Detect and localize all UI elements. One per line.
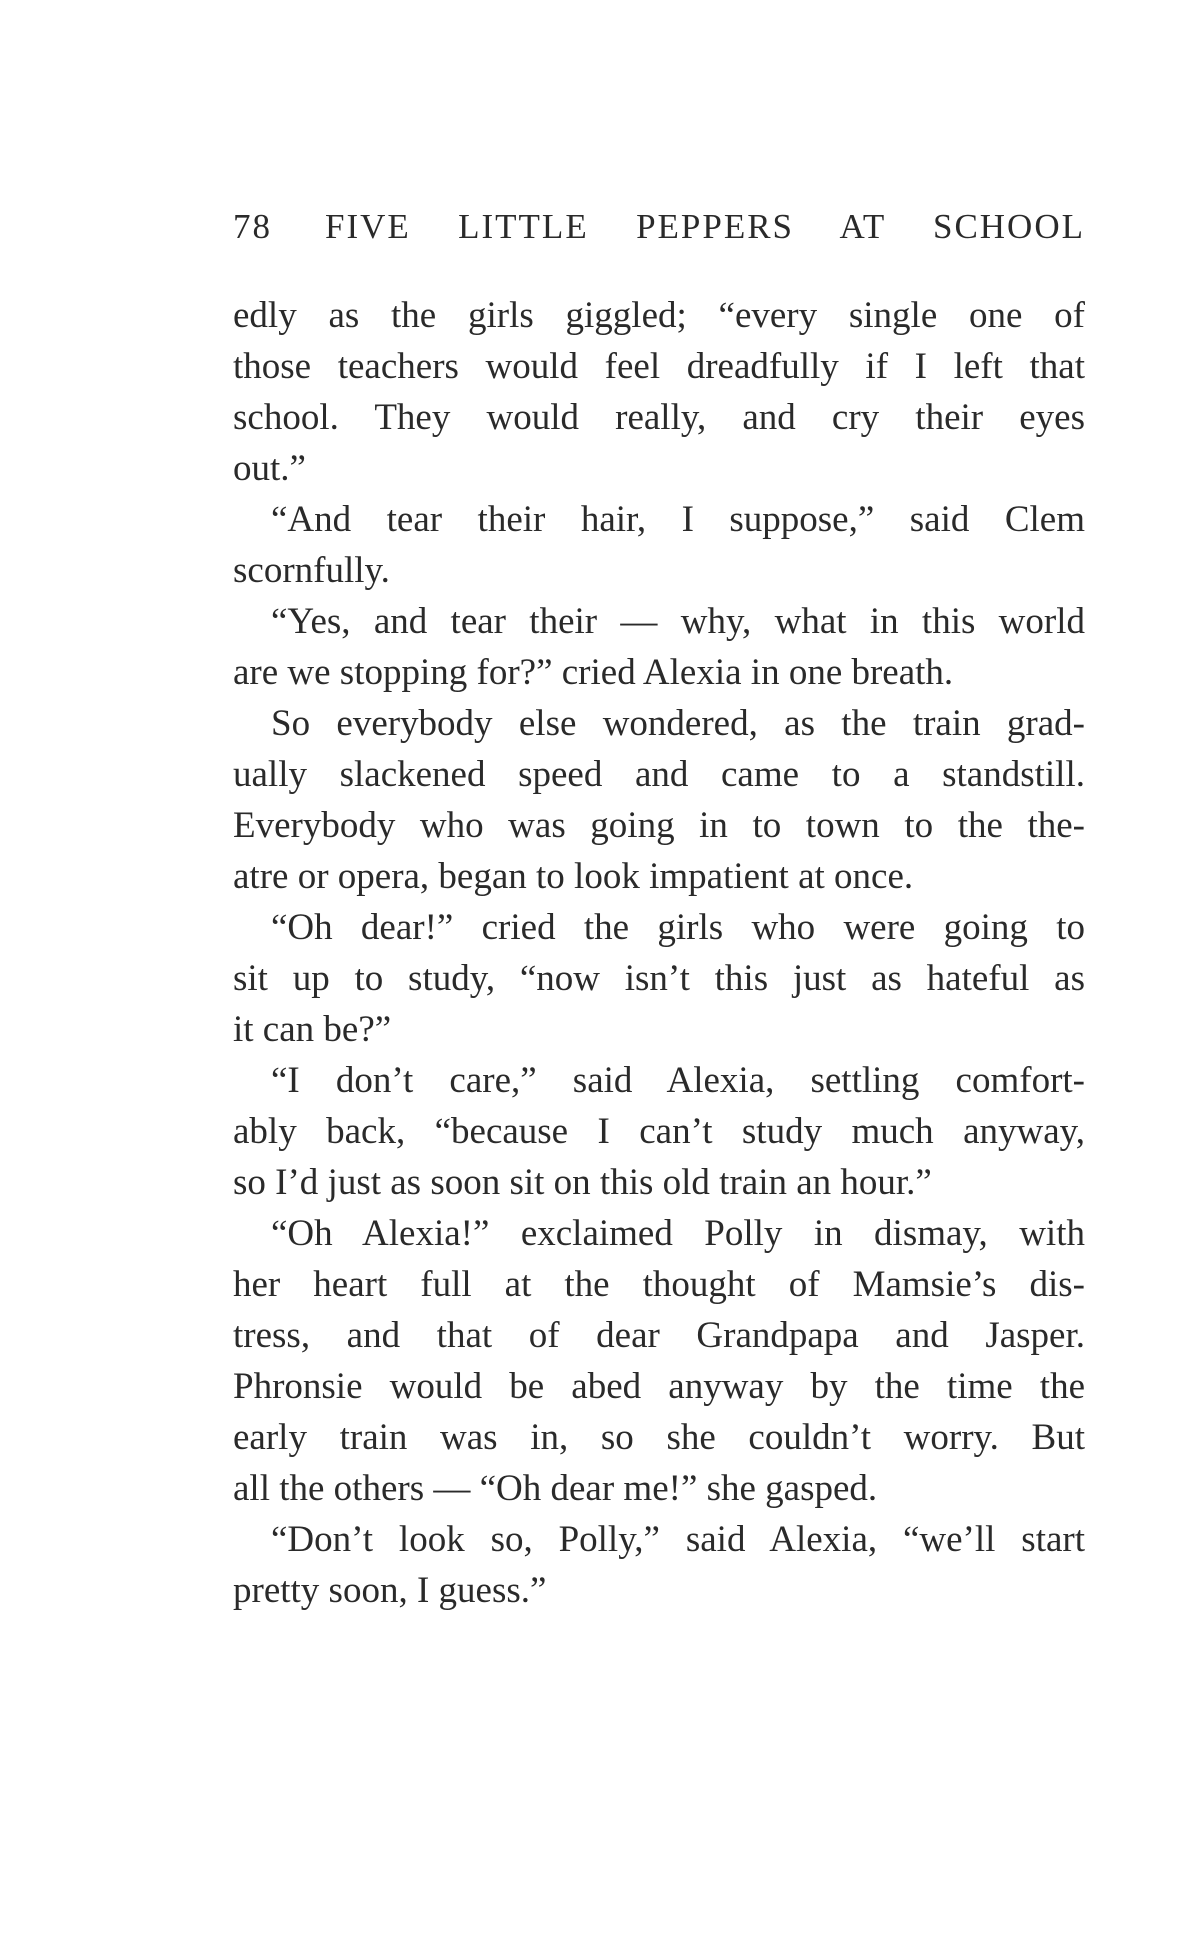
text-line: Phronsie would be abed anyway by the time the (233, 1366, 1085, 1407)
text-line: So everybody else wondered, as the train grad- (271, 703, 1085, 744)
text-line: her heart full at the thought of Mamsie’s dis- (233, 1264, 1085, 1305)
text-line: out.” (233, 448, 306, 489)
text-line: those teachers would feel dreadfully if I left that (233, 346, 1085, 387)
text-line: “Oh Alexia!” exclaimed Polly in dismay, with (271, 1213, 1085, 1254)
text-line: “I don’t care,” said Alexia, settling comfort- (271, 1060, 1085, 1101)
text-line: “Don’t look so, Polly,” said Alexia, “we’ll start (271, 1519, 1085, 1560)
text-line: pretty soon, I guess.” (233, 1570, 547, 1611)
text-line: “Oh dear!” cried the girls who were going to (271, 907, 1085, 948)
text-line: all the others — “Oh dear me!” she gasped. (233, 1468, 878, 1509)
text-line: are we stopping for?” cried Alexia in one breath. (233, 652, 954, 693)
page-number: 78 (233, 207, 272, 246)
text-line: it can be?” (233, 1009, 392, 1050)
text-line: atre or opera, began to look impatient at once. (233, 856, 914, 897)
text-line: “And tear their hair, I suppose,” said Clem (271, 499, 1085, 540)
body-text (233, 290, 1085, 1616)
text-line: “Yes, and tear their — why, what in this world (271, 601, 1085, 642)
text-line: school. They would really, and cry their eyes (233, 397, 1085, 438)
text-line: ably back, “because I can’t study much anyway, (233, 1111, 1085, 1152)
text-line: tress, and that of dear Grandpapa and Jasper. (233, 1315, 1085, 1356)
text-line: ually slackened speed and came to a standstill. (233, 754, 1085, 795)
text-line: Everybody who was going in to town to the the- (233, 805, 1085, 846)
text-line: so I’d just as soon sit on this old train an hour.” (233, 1162, 932, 1203)
text-line: early train was in, so she couldn’t worry. But (233, 1417, 1085, 1458)
running-head (233, 207, 1085, 257)
text-line: edly as the girls giggled; “every single one of (233, 295, 1085, 336)
text-line: sit up to study, “now isn’t this just as hateful as (233, 958, 1085, 999)
running-title: FIVE LITTLE PEPPERS AT SCHOOL (325, 207, 1085, 246)
text-line: scornfully. (233, 550, 390, 591)
